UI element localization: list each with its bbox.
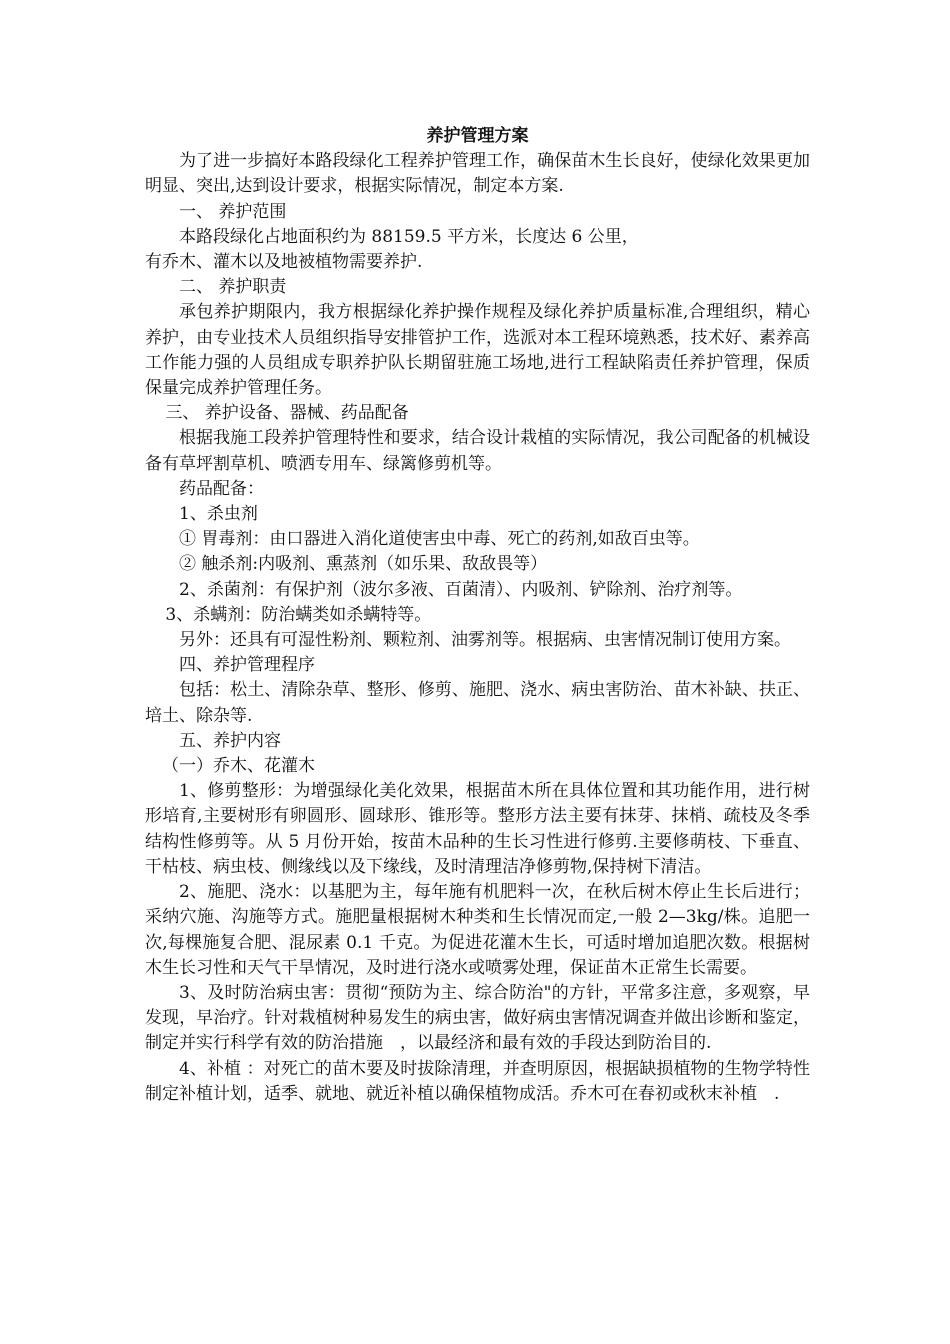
- section-2-heading: 二、 养护职责: [179, 277, 287, 298]
- section-4-paragraph-1: 包括：松土、清除杂草、整形、修剪、施肥、浇水、病虫害防治、苗木补缺、扶正、培土、除杂等.: [145, 680, 810, 726]
- section-3-paragraph-8: 另外：还具有可湿性粉剂、颗粒剂、油雾剂等。根据病、虫害情况制订使用方案。: [179, 630, 791, 651]
- section-5-heading: 五、养护内容: [179, 730, 281, 751]
- section-5-subheading-1: （一）乔木、花灌木: [162, 756, 315, 777]
- section-3-paragraph-3: 1、杀虫剂: [179, 504, 258, 525]
- section-1-paragraph-1: 本路段绿化占地面积约为 88159.5 平方米，长度达 6 公里，: [179, 226, 639, 247]
- section-3-heading: 三、 养护设备、器械、药品配备: [165, 403, 409, 424]
- section-5-paragraph-2: 2、施肥、浇水：以基肥为主，每年施有机肥料一次，在秋后树木停止生长后进行；采纳穴施、沟施等方式。施肥量根据树木种类和生长情况而定,一般 2—3kg/株。追肥一次,每棵施复合肥、混尿素 0.1 千克。为促进花灌木生长，可适时增加追肥次数。根据树木生长习性和天气干旱情况，及时进行浇水或喷雾处理，保证苗木正常生长需要。: [145, 882, 810, 978]
- document-page: [145, 124, 810, 1107]
- section-1-paragraph-2: 有乔木、灌木以及地被植物需要养护.: [145, 252, 423, 273]
- section-3-paragraph-2: 药品配备：: [179, 478, 264, 499]
- section-3-paragraph-5: ② 触杀剂:内吸剂、熏蒸剂（如乐果、敌敌畏等）: [179, 554, 548, 575]
- section-5-paragraph-4: 4、补植 ：对死亡的苗木要及时拔除清理，并查明原因，根据缺损植物的生物学特性制定补植计划，适季、就地、就近补植以确保植物成活。乔木可在春初或秋末补植 .: [145, 1058, 810, 1104]
- document-title: 养护管理方案: [426, 126, 529, 146]
- section-3-paragraph-1: 根据我施工段养护管理特性和要求，结合设计栽植的实际情况，我公司配备的机械设备有草坪割草机、喷洒专用车、绿篱修剪机等。: [145, 428, 810, 474]
- section-3-paragraph-4: ① 胃毒剂：由口器进入消化道使害虫中毒、死亡的药剂,如敌百虫等。: [179, 529, 700, 550]
- section-1-heading: 一、 养护范围: [179, 201, 287, 222]
- section-3-paragraph-7: 3、杀螨剂：防治螨类如杀螨特等。: [165, 604, 432, 625]
- section-5-paragraph-1: 1、修剪整形：为增强绿化美化效果，根据苗木所在具体位置和其功能作用，进行树形培育,主要树形有卵圆形、圆球形、锥形等。整形方法主要有抹芽、抹梢、疏枝及冬季结构性修剪等。从 5 月份开始，按苗木品种的生长习性进行修剪.主要修萌枝、下垂直、干枯枝、病虫枝、侧缘线以及下缘线，及时清理洁净修剪物,保持树下清洁。: [145, 781, 810, 877]
- intro-paragraph: 为了进一步搞好本路段绿化工程养护管理工作，确保苗木生长良好，使绿化效果更加明显、突出,达到设计要求，根据实际情况，制定本方案.: [145, 151, 810, 197]
- section-2-paragraph-1: 承包养护期限内，我方根据绿化养护操作规程及绿化养护质量标准,合理组织，精心养护，由专业技术人员组织指导安排管护工作，选派对本工程环境熟悉，技术好、素养高工作能力强的人员组成专职养护队长期留驻施工场地,进行工程缺陷责任养护管理，保质保量完成养护管理任务。: [145, 302, 810, 399]
- section-5-paragraph-3: 3、及时防治病虫害：贯彻“预防为主、综合防治"的方针，平常多注意，多观察，早发现，早治疗。针对栽植树种易发生的病虫害，做好病虫害情况调查并做出诊断和鉴定，制定并实行科学有效的防治措施 ，以最经济和最有效的手段达到防治目的.: [145, 982, 810, 1054]
- section-3-paragraph-6: 2、杀菌剂：有保护剂（波尔多液、百菌清）、内吸剂、铲除剂、治疗剂等。: [179, 579, 743, 600]
- section-4-heading: 四、养护管理程序: [179, 655, 315, 676]
